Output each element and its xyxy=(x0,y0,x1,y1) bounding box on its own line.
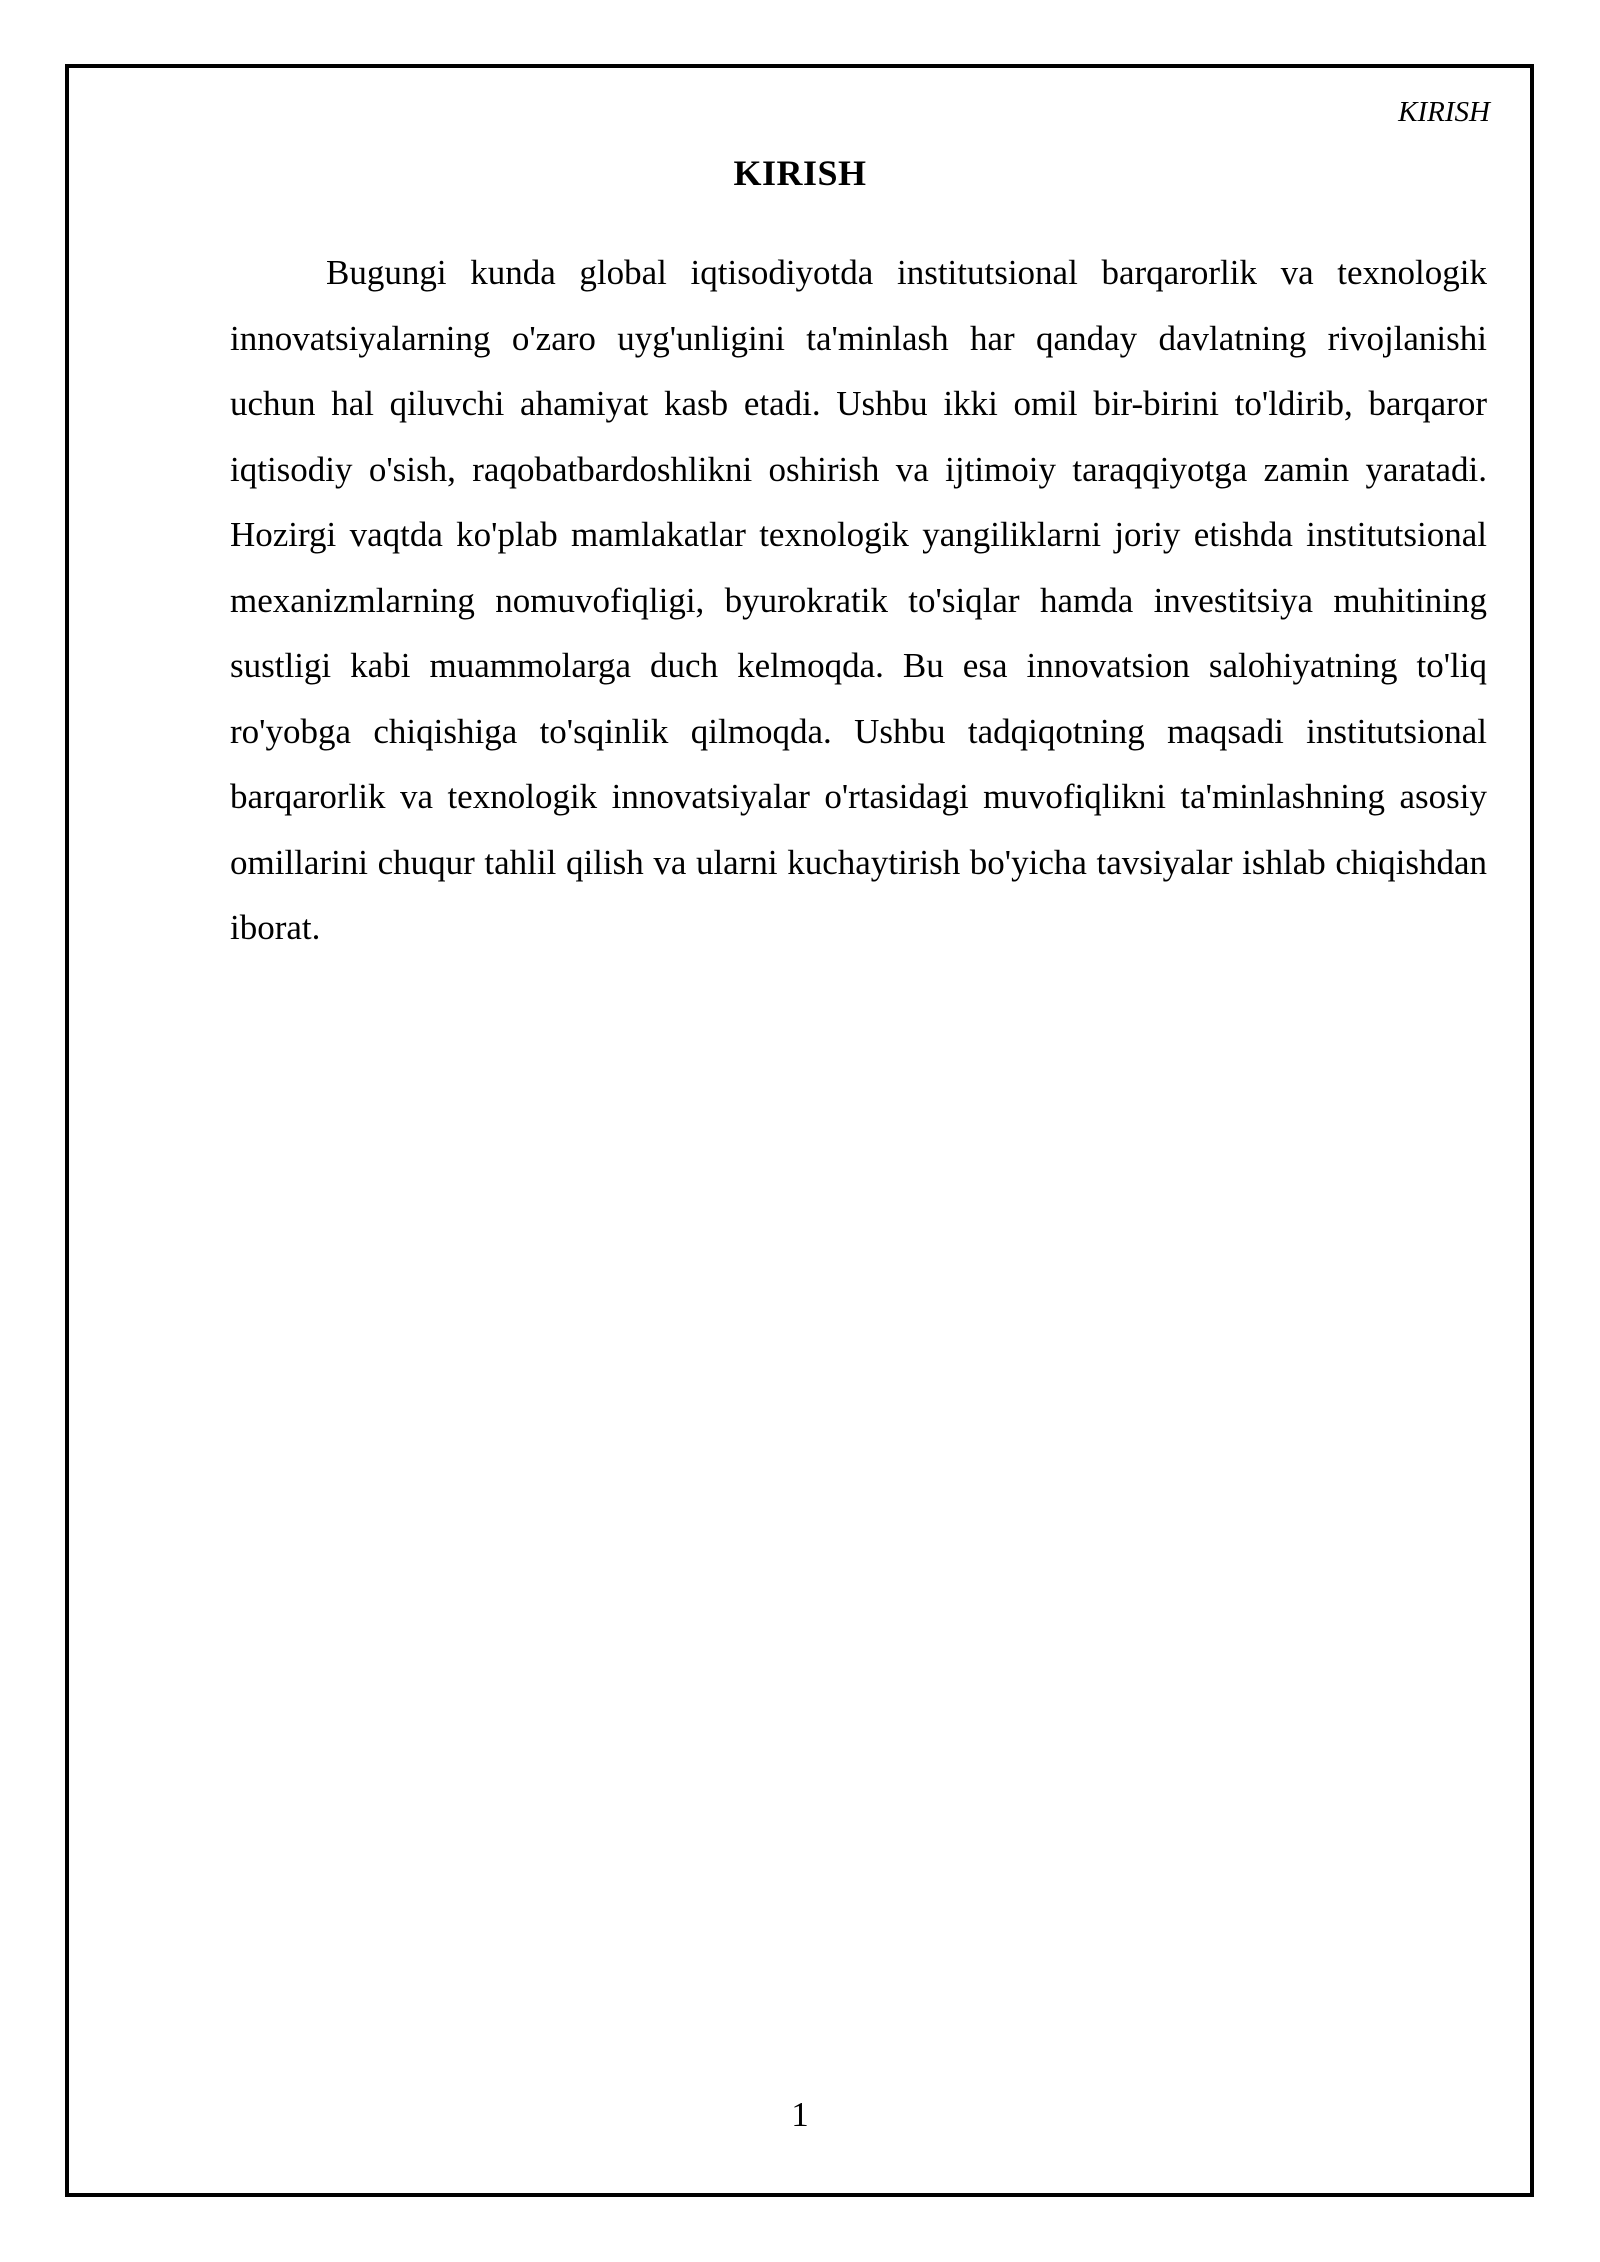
page-title: KIRISH xyxy=(733,153,867,193)
page-number: 1 xyxy=(791,2095,809,2134)
body-paragraph: Bugungi kunda global iqtisodiyotda institutsional barqarorlik va texnologik innovatsiyalarning o'zaro uyg'unligini ta'minlash har qanday davlatning rivojlanishi uchun hal qiluvchi ahamiyat kasb etadi. Ushbu ikki omil bir-birini to'ldirib, barqaror iqtisodiy o'sish, raqobatbardoshlikni oshirish va ijtimoiy taraqqiyotga zamin yaratadi. Hozirgi vaqtda ko'plab mamlakatlar texnologik yangiliklarni joriy etishda institutsional mexanizmlarning nomuvofiqligi, byurokratik to'siqlar hamda investitsiya muhitining sustligi kabi muammolarga duch kelmoqda. Bu esa innovatsion salohiyatning to'liq ro'yobga chiqishiga to'sqinlik qilmoqda. Ushbu tadqiqotning maqsadi institutsional barqarorlik va texnologik innovatsiyalar o'rtasidagi muvofiqlikni ta'minlashning asosiy omillarini chuqur tahlil qilish va ularni kuchaytirish bo'yicha tavsiyalar ishlab chiqishdan iborat. xyxy=(230,253,1487,947)
running-header: KIRISH xyxy=(1398,96,1490,128)
